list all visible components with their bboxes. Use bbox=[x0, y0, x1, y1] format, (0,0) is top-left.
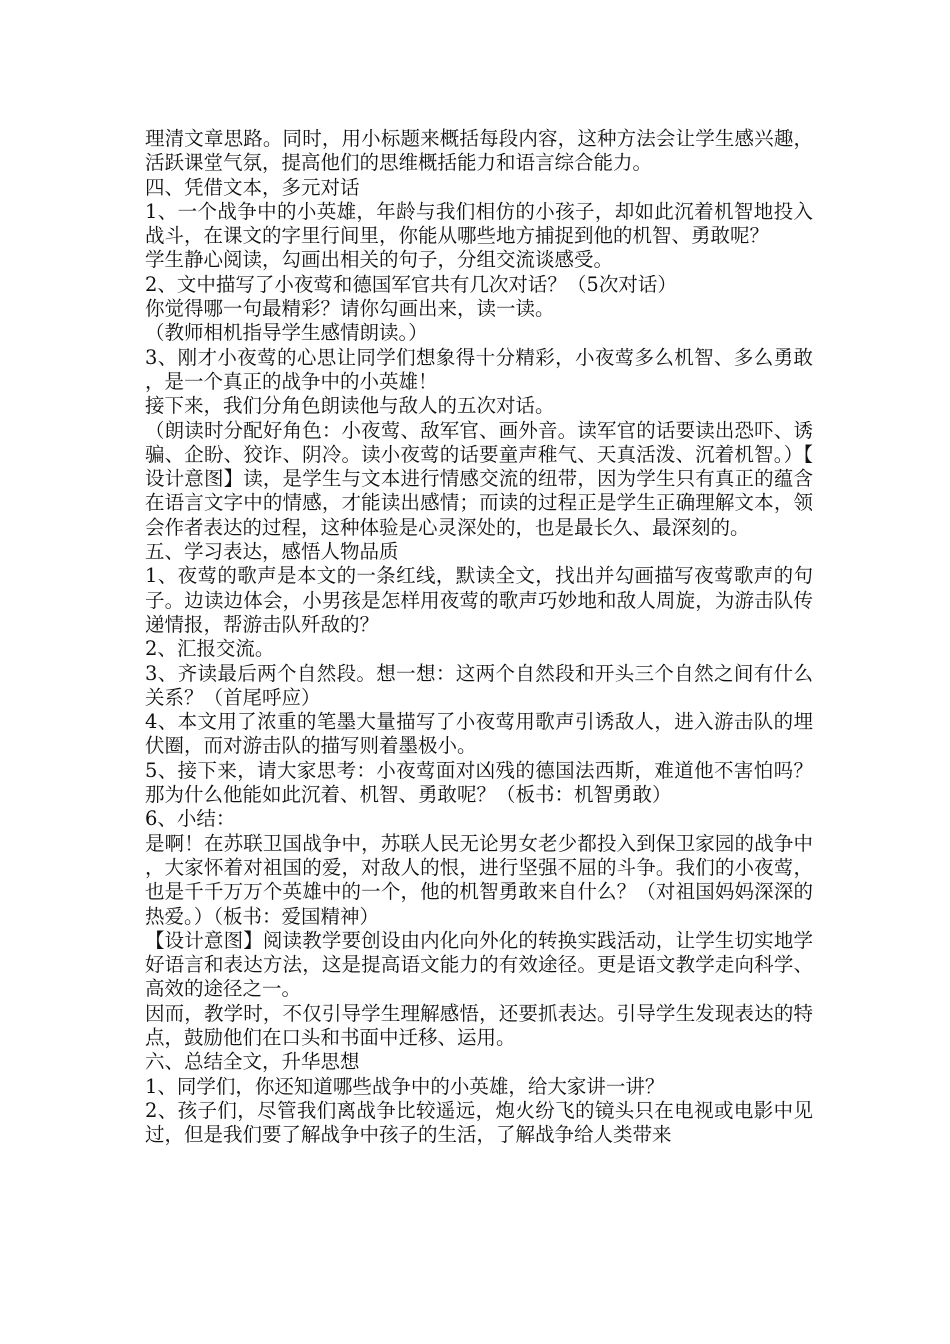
paragraph: 1、夜莺的歌声是本文的一条红线，默读全文，找出并勾画描写夜莺歌声的句子。边读边体会，小男孩是怎样用夜莺的歌声巧妙地和敌人周旋，为游击队传递情报，帮游击队歼敌的？ bbox=[145, 564, 813, 636]
document-body bbox=[145, 127, 813, 1147]
paragraph: 理清文章思路。同时，用小标题来概括每段内容，这种方法会让学生感兴趣，活跃课堂气氛，提高他们的思维概括能力和语言综合能力。 bbox=[145, 127, 813, 175]
paragraph: 【设计意图】阅读教学要创设由内化向外化的转换实践活动，让学生切实地学好语言和表达方法，这是提高语文能力的有效途径。更是语文教学走向科学、高效的途径之一。 bbox=[145, 928, 813, 1001]
paragraph: 3、刚才小夜莺的心思让同学们想象得十分精彩，小夜莺多么机智、多么勇敢，是一个真正的战争中的小英雄！ bbox=[145, 345, 813, 393]
paragraph: 3、齐读最后两个自然段。想一想：这两个自然段和开头三个自然之间有什么关系？（首尾呼应） bbox=[145, 661, 813, 709]
paragraph: 接下来，我们分角色朗读他与敌人的五次对话。 bbox=[145, 394, 555, 418]
paragraph: 5、接下来，请大家思考：小夜莺面对凶残的德国法西斯，难道他不害怕吗？那为什么他能如此沉着、机智、勇敢呢？（板书：机智勇敢） bbox=[145, 758, 813, 807]
paragraph: （教师相机指导学生感情朗读。） bbox=[145, 321, 428, 345]
paragraph: 2、文中描写了小夜莺和德国军官共有几次对话？（5次对话） bbox=[145, 272, 677, 296]
paragraph: 是啊！在苏联卫国战争中，苏联人民无论男女老少都投入到保卫家园的战争中，大家怀着对祖国的爱，对敌人的恨，进行坚强不屈的斗争。我们的小夜莺，也是千千万万个英雄中的一个，他的机智勇敢来自什么？（对祖国妈妈深深的热爱。）（板书：爱国精神） bbox=[145, 831, 813, 928]
paragraph: 1、一个战争中的小英雄，年龄与我们相仿的小孩子，却如此沉着机智地投入战斗，在课文的字里行间里，你能从哪些地方捕捉到他的机智、勇敢呢？ bbox=[145, 199, 813, 248]
paragraph: （朗读时分配好角色：小夜莺、敌军官、画外音。读军官的话要读出恐吓、诱骗、企盼、狡诈、阴冷。读小夜莺的话要童声稚气、天真活泼、沉着机智。）【设计意图】读，是学生与文本进行情感交流的纽带，因为学生只有真正的蕴含在语言文字中的情感，才能读出感情；而读的过程正是学生正确理解文本，领会作者表达的过程，这种体验是心灵深处的，也是最长久、最深刻的。 bbox=[145, 418, 813, 539]
paragraph: 2、孩子们，尽管我们离战争比较遥远，炮火纷飞的镜头只在电视或电影中见过，但是我们要了解战争中孩子的生活，了解战争给人类带来 bbox=[145, 1098, 813, 1147]
section-heading: 四、凭借文本，多元对话 bbox=[145, 175, 360, 199]
paragraph: 因而，教学时，不仅引导学生理解感悟，还要抓表达。引导学生发现表达的特点，鼓励他们在口头和书面中迁移、运用。 bbox=[145, 1001, 813, 1049]
section-heading: 六、总结全文，升华思想 bbox=[145, 1050, 360, 1074]
paragraph: 6、小结： bbox=[145, 807, 236, 831]
paragraph: 4、本文用了浓重的笔墨大量描写了小夜莺用歌声引诱敌人，进入游击队的埋伏圈，而对游击队的描写则着墨极小。 bbox=[145, 710, 813, 758]
paragraph: 你觉得哪一句最精彩？请你勾画出来，读一读。 bbox=[145, 297, 555, 321]
section-heading: 五、学习表达，感悟人物品质 bbox=[145, 540, 399, 564]
paragraph: 2、汇报交流。 bbox=[145, 637, 275, 661]
paragraph: 1、同学们，你还知道哪些战争中的小英雄，给大家讲一讲？ bbox=[145, 1074, 665, 1098]
paragraph: 学生静心阅读，勾画出相关的句子，分组交流谈感受。 bbox=[145, 248, 614, 272]
